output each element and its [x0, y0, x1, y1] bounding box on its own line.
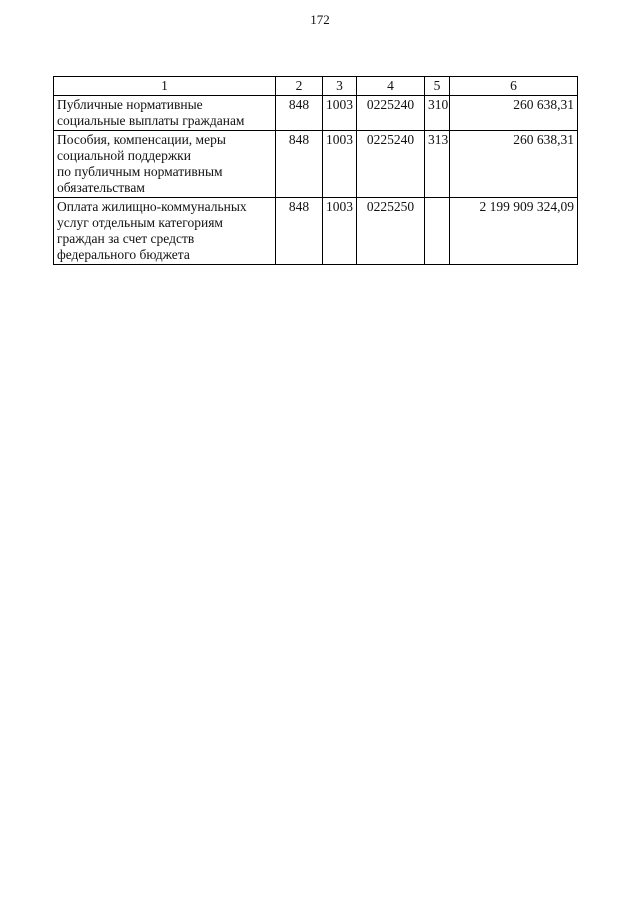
row-code-cell [425, 198, 450, 265]
table-row [54, 198, 578, 265]
row-code-cell: 1003 [323, 198, 357, 265]
column-header: 2 [276, 77, 323, 96]
row-code-cell: 0225240 [357, 131, 425, 198]
row-amount-cell: 2 199 909 324,09 [450, 198, 578, 265]
row-name-cell: Оплата жилищно-коммунальных услуг отдельным категориям граждан за счет средств федерального бюджета [54, 198, 276, 265]
table-body [54, 96, 578, 265]
column-header: 5 [425, 77, 450, 96]
row-amount-cell: 260 638,31 [450, 96, 578, 131]
column-header: 1 [54, 77, 276, 96]
header-row [54, 77, 578, 96]
table-row [54, 131, 578, 198]
row-amount-cell: 260 638,31 [450, 131, 578, 198]
row-code-cell: 0225250 [357, 198, 425, 265]
column-header: 3 [323, 77, 357, 96]
row-code-cell: 313 [425, 131, 450, 198]
row-code-cell: 848 [276, 131, 323, 198]
row-code-cell: 848 [276, 198, 323, 265]
column-header: 4 [357, 77, 425, 96]
row-code-cell: 0225240 [357, 96, 425, 131]
row-name-cell: Публичные нормативные социальные выплаты гражданам [54, 96, 276, 131]
column-header: 6 [450, 77, 578, 96]
budget-table [53, 76, 578, 265]
row-name-cell: Пособия, компенсации, меры социальной поддержки по публичным нормативным обязательствам [54, 131, 276, 198]
row-code-cell: 1003 [323, 96, 357, 131]
row-code-cell: 1003 [323, 131, 357, 198]
row-code-cell: 310 [425, 96, 450, 131]
page-number: 172 [310, 12, 330, 27]
table-row [54, 96, 578, 131]
row-code-cell: 848 [276, 96, 323, 131]
